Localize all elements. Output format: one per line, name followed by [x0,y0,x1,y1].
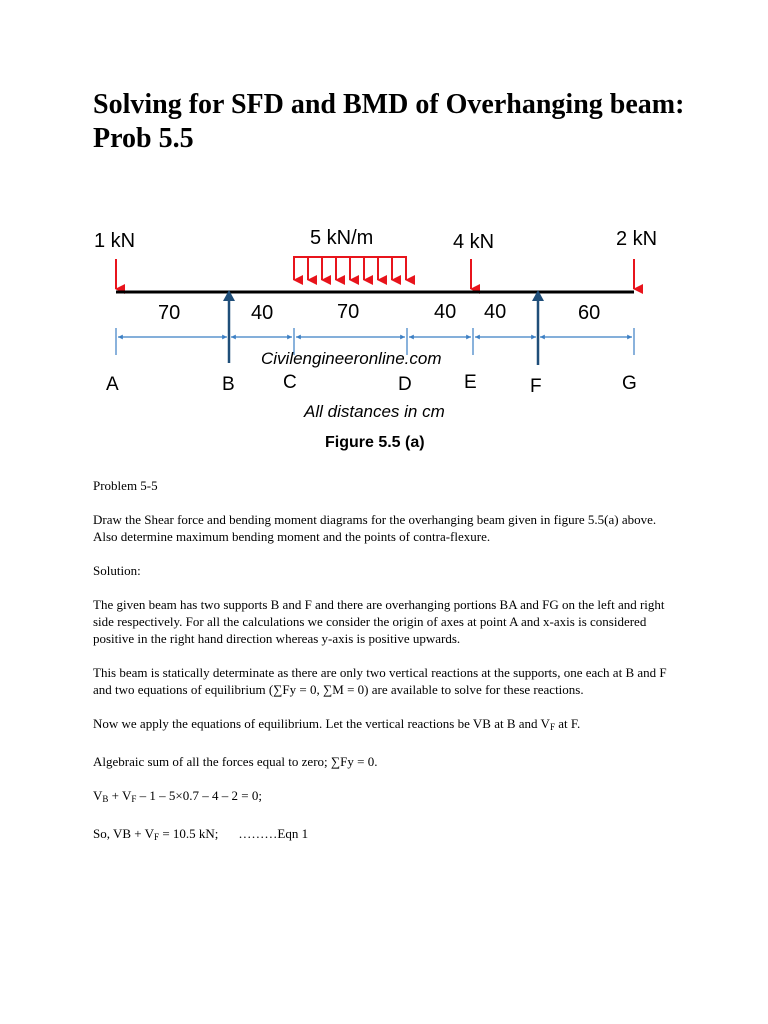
point-label-b: B [222,374,235,395]
equation-line-2 [93,825,683,846]
units-note: All distances in cm [304,402,445,421]
para3-text-post: at F. [554,716,581,731]
load-label-e: 4 kN [453,231,495,253]
eq2-pre: So, VB + V [93,826,155,841]
solution-label: Solution: [93,563,141,578]
eq1-rest: – 1 – 5×0.7 – 4 – 2 = 0; [136,788,262,803]
para3-subscript: F [549,722,555,732]
point-label-c: C [283,372,297,393]
paragraph-force-sum: Algebraic sum of all the forces equal to zero; ∑Fy = 0. [93,754,378,769]
eq2-sub: F [154,832,160,842]
watermark: Civilengineeronline.com [261,349,442,368]
paragraph-determinate: This beam is statically determinate as there are only two vertical reactions at the supports, one each at B and F and two equations of equilibrium (∑Fy = 0, ∑M = 0) are available to solve for these reactions. [93,665,667,697]
dim-label-ef: 40 [484,301,507,323]
dim-label-bc: 40 [251,302,274,324]
paragraph-supports: The given beam has two supports B and F and there are overhanging portions BA and FG on the left and right side respectively. For all the calculations we consider the origin of axes at point A and x-axis is considered positive in the right hand direction whereas y-axis is positive upwards. [93,597,665,646]
problem-statement: Draw the Shear force and bending moment diagrams for the overhanging beam given in figure 5.5(a) above. Also determine maximum bending moment and the points of contra-flexure. [93,512,657,544]
dim-label-de: 40 [434,301,457,323]
load-label-g: 2 kN [616,228,658,250]
body-text [93,477,683,863]
page-title: Solving for SFD and BMD of Overhanging beam: Prob 5.5 [93,89,685,154]
udl-arrows [293,257,407,280]
para3-text-pre: Now we apply the equations of equilibrium. Let the vertical reactions be VB at B and V [93,716,550,731]
eq1-sub-b: B [102,794,109,804]
equation-line-1 [93,787,683,808]
point-label-a: A [106,374,119,395]
eq2-post: = 10.5 kN; [159,826,219,841]
point-label-g: G [622,373,637,394]
point-label-e: E [464,372,477,393]
load-label-a: 1 kN [94,230,136,252]
eq1-v: V [93,788,103,803]
eq1-sub-f: F [131,794,137,804]
point-label-f: F [530,376,542,397]
dim-label-fg: 60 [578,302,601,324]
load-label-udl: 5 kN/m [310,227,374,249]
problem-label: Problem 5-5 [93,478,158,493]
figure-caption: Figure 5.5 (a) [325,434,425,451]
support-b [223,290,235,363]
eq1-mid: + V [108,788,132,803]
eq2-reference: ………Eqn 1 [238,826,309,841]
paragraph-equilibrium [93,715,683,736]
support-f [532,290,544,365]
dim-label-cd: 70 [337,301,360,323]
dim-label-ab: 70 [158,302,181,324]
point-label-d: D [398,374,412,395]
beam-figure [0,215,768,460]
